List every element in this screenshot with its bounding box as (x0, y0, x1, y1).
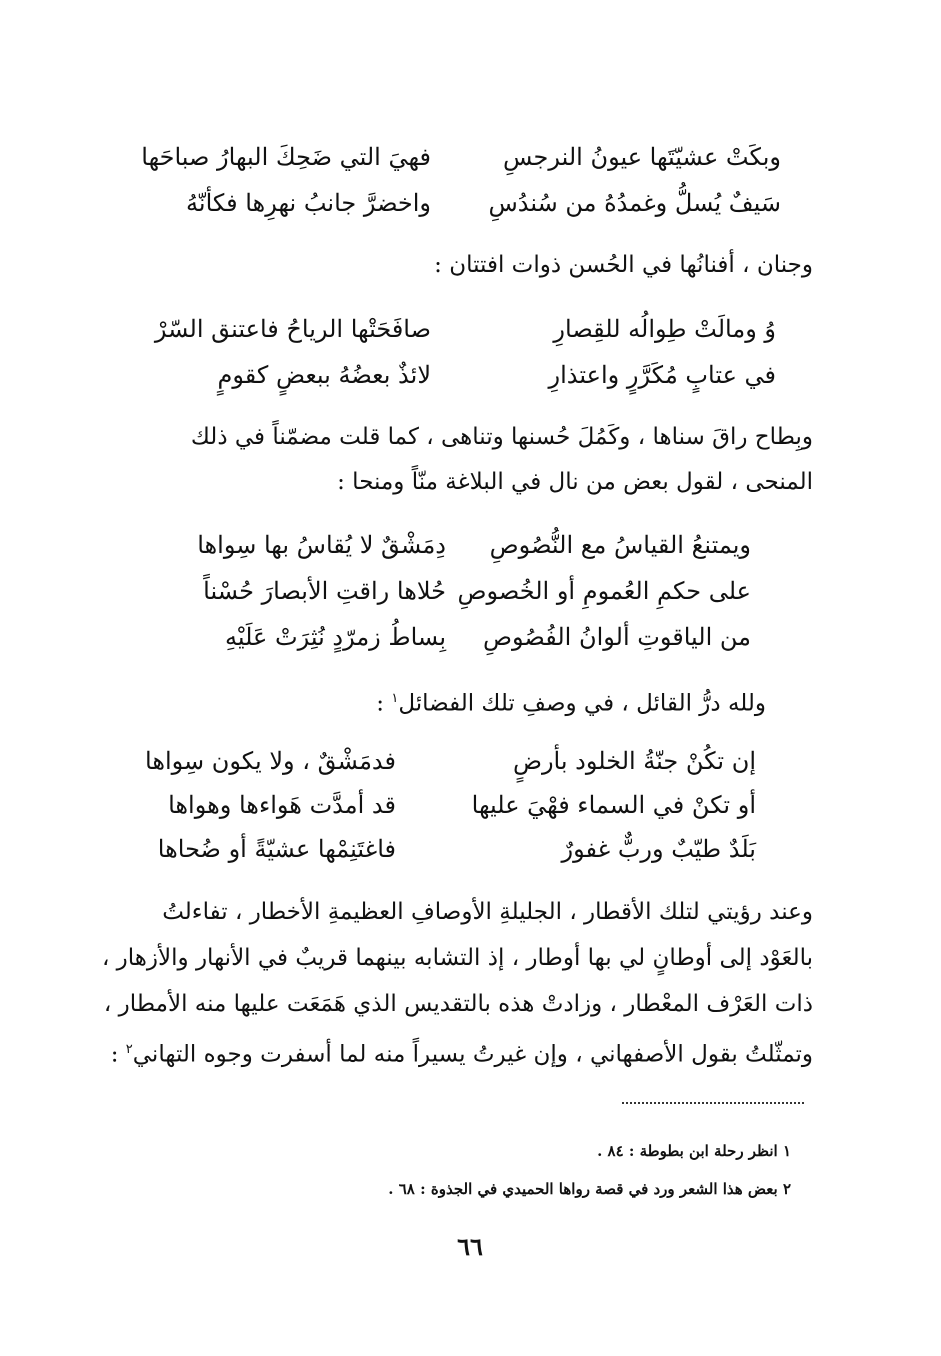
paragraph-line (111, 1033, 813, 1072)
verse-1-second: وُ ومالَتْ طِوالُه للقِصارِ (553, 315, 776, 343)
footnote-ref-2: ٢ (125, 1042, 133, 1057)
verse-1-second: ويمتنعُ القياسُ مع النُّصُوصِ (489, 531, 751, 559)
verse-2-first: أو تكنْ في السماء فهْيَ عليها (471, 791, 756, 819)
paragraph-1: وجنان ، أفنانُها في الحُسن ذوات افتتان : (434, 252, 813, 278)
verse-1-first: صافَحَتْها الرياحُ فاعتنق السّرْ (154, 315, 431, 343)
verse-3-second: من الياقوتِ ألوانُ الفُصُوصِ (482, 623, 751, 651)
footnote-ref-1: ١ (391, 691, 399, 706)
verse-3-first: بِساطُ زمرّدٍ نُثِرَتْ عَلَيْهِ (225, 623, 446, 651)
verse-1-first: دِمَشْقٌ لا يُقاسُ بها سِواها (197, 531, 446, 559)
paragraph-end: : (376, 690, 392, 717)
paragraph-line: وبِطاح راقَ سناها ، وكَمُلَ حُسنها وتناهى ، كما قلت مضمّناً في ذلك (190, 424, 813, 450)
verse-1-first: إن تكُنْ جنّةُ الخلود بأرضٍ (512, 747, 756, 775)
verse-2-first: حُلاها راقتِ الأبصارَ حُسْناً (203, 577, 446, 605)
verse-2-second: على حكمِ العُمومِ أو الخُصوصِ (457, 577, 751, 605)
verse-2-first: واخضرَّ جانبُ نهرِها فكأنّهُ (186, 189, 431, 217)
verse-1-second: فدمَشْقٌ ، ولا يكون سِواها (145, 747, 396, 775)
footnote-divider (622, 1102, 804, 1104)
footnote-1: ١ انظر رحلة ابن بطوطة : ٨٤ . (597, 1142, 791, 1160)
paragraph-text: وتمثّلتُ بقول الأصفهاني ، وإن غيرتُ يسيراً منه لما أسفرت وجوه التهاني (132, 1041, 813, 1068)
paragraph-line: بالعَوْد إلى أوطانٍ لي بها أوطار ، إذ التشابه بينهما قريبٌ في الأنهار والأزهار ، (101, 945, 813, 971)
verse-2-second: في عتابٍ مُكَرَّرٍ واعتذارِ (548, 361, 776, 389)
verse-3-first: بَلَدٌ طيّبٌ وربٌّ غفورٌ (561, 835, 756, 863)
paragraph-line: المنحى ، لقول بعض من نال في البلاغة منّاً ومنحا : (337, 469, 813, 495)
verse-1-second: وبكَتْ عشيّتَها عيونُ النرجسِ (502, 143, 781, 171)
paragraph-line: وعند رؤيتي لتلك الأقطار ، الجليلةِ الأوصافِ العظيمةِ الأخطار ، تفاءلتُ (162, 899, 813, 925)
paragraph-line: ذات العَرْف المعْطار ، وزادتْ هذه بالتقديس الذي هَمَعَت عليها منه الأمطار ، (103, 991, 813, 1017)
verse-2-second: قد أمدَّت هَواءها وهواها (168, 791, 396, 819)
paragraph-end: : (110, 1041, 126, 1068)
paragraph-3 (376, 682, 766, 721)
verse-3-second: فاغتَنِمْها عشيّةً أو ضُحاها (157, 835, 396, 863)
footnote-2: ٢ بعض هذا الشعر ورد في قصة رواها الحميدي في الجذوة : ٦٨ . (388, 1180, 791, 1198)
verse-1-first: فهيَ التي ضَحِكَ البهارُ صباحَها (141, 143, 431, 171)
paragraph-text: ولله درُّ القائل ، في وصفِ تلك الفضائل (398, 690, 766, 717)
page-number: ٦٦ (457, 1232, 483, 1261)
verse-2-first: لائذٌ بعضُهُ ببعضٍ كقومٍ (217, 361, 431, 389)
verse-2-second: سَيفٌ يُسلُّ وغمدُهُ من سُندُسِ (488, 189, 781, 217)
